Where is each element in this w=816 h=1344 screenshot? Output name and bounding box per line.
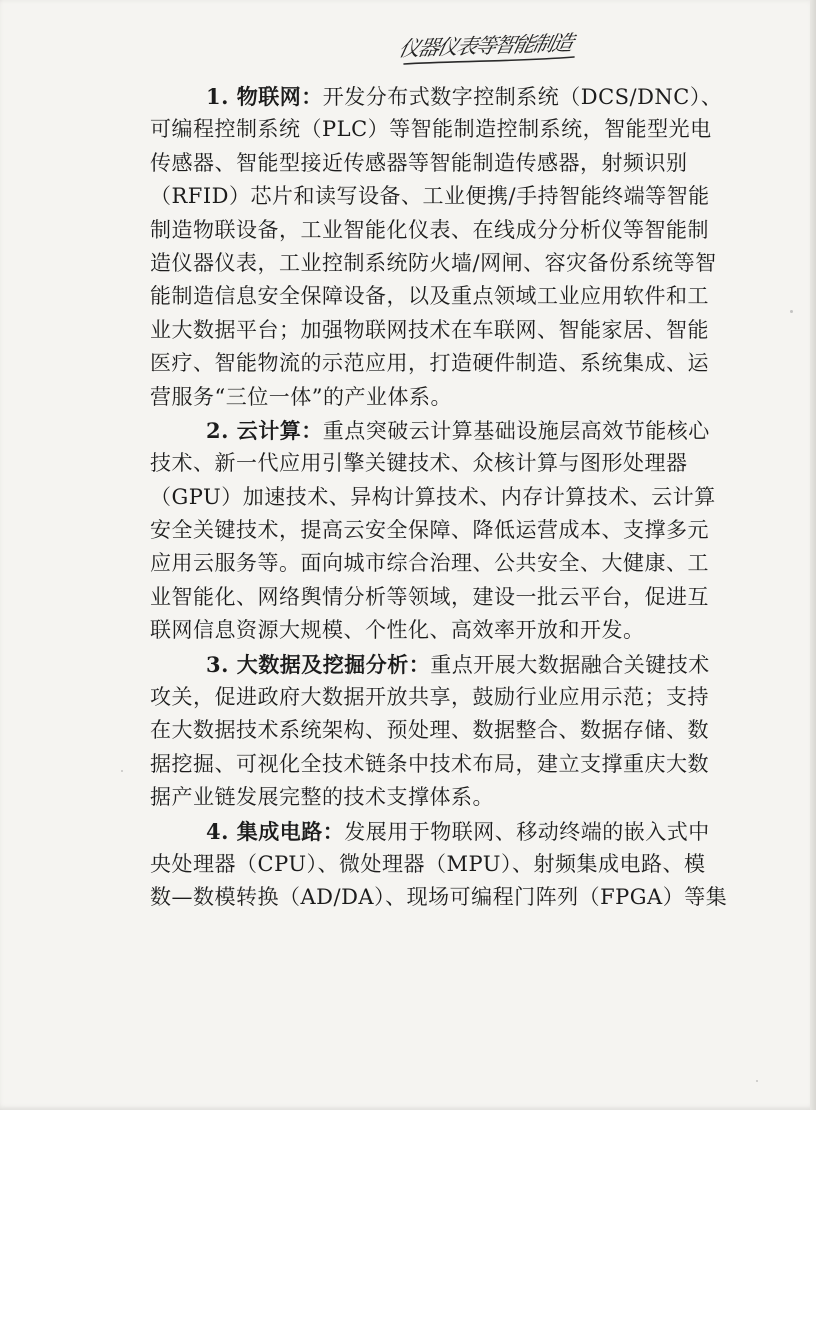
body-line — [150, 347, 716, 380]
scan-speck — [790, 310, 793, 313]
section-heading: 1. 物联网： — [206, 84, 323, 109]
section-heading: 3. 大数据及挖掘分析： — [206, 651, 431, 677]
body-line — [150, 381, 716, 414]
body-line — [150, 481, 716, 514]
line-text: 业大数据平台；加强物联网技术在车联网、智能家居、智能 — [150, 317, 709, 342]
line-text: 联网信息资源大规模、个性化、高效率开放和开发。 — [150, 618, 645, 643]
scan-speck — [756, 1080, 758, 1082]
document-body — [150, 80, 728, 915]
body-line — [150, 581, 716, 614]
scan-speck — [121, 770, 123, 772]
body-line — [150, 113, 716, 146]
line-text: 数—数模转换（AD/DA）、现场可编程门阵列（FPGA）等集 — [150, 885, 728, 910]
line-text: 央处理器（CPU）、微处理器（MPU）、射频集成电路、模 — [150, 851, 706, 876]
line-text: 医疗、智能物流的示范应用，打造硬件制造、系统集成、运 — [150, 351, 709, 376]
line-text: 重点开展大数据融合关键技术 — [430, 652, 710, 677]
line-text: 可编程控制系统（PLC）等智能制造控制系统，智能型光电 — [150, 117, 712, 142]
line-text: 制造物联设备，工业智能化仪表、在线成分分析仪等智能制 — [150, 217, 709, 242]
section-3 — [150, 648, 716, 815]
body-line — [150, 781, 716, 814]
line-text: 能制造信息安全保障设备，以及重点领域工业应用软件和工 — [150, 284, 709, 309]
section-heading: 4. 集成电路： — [206, 818, 345, 844]
line-text: 应用云服务等。面向城市综合治理、公共安全、大健康、工 — [150, 551, 709, 576]
body-line — [150, 147, 716, 180]
body-line — [150, 214, 716, 247]
section-heading-line — [150, 414, 716, 447]
line-text: 技术、新一代应用引擎关键技术、众核计算与图形处理器 — [150, 451, 688, 476]
line-text: 开发分布式数字控制系统（DCS/DNC）、 — [322, 85, 723, 109]
line-text: （RFID）芯片和读写设备、工业便携/手持智能终端等智能 — [150, 184, 710, 209]
body-line — [150, 180, 716, 213]
line-text: 安全关键技术，提高云安全保障、降低运营成本、支撑多元 — [150, 518, 709, 543]
line-text: 据挖掘、可视化全技术链条中技术布局，建立支撑重庆大数 — [150, 751, 709, 776]
body-line — [150, 681, 716, 714]
section-heading-line — [150, 80, 723, 113]
section-2 — [150, 414, 716, 648]
section-heading: 2. 云计算： — [206, 417, 323, 443]
section-heading-line — [150, 648, 716, 681]
line-text: 造仪器仪表，工业控制系统防火墙/网闸、容灾备份系统等智 — [150, 250, 717, 275]
body-line — [150, 447, 716, 480]
handwritten-note: 仪器仪表等智能制造 — [396, 31, 575, 61]
body-line — [150, 547, 716, 580]
line-text: 传感器、智能型接近传感器等智能制造传感器，射频识别 — [150, 150, 688, 175]
handwritten-annotation — [398, 26, 578, 74]
section-heading-line — [150, 815, 716, 848]
body-line — [150, 614, 716, 647]
body-line — [150, 714, 716, 747]
line-text: （GPU）加速技术、异构计算技术、内存计算技术、云计算 — [150, 484, 716, 509]
body-line — [150, 848, 716, 881]
line-text: 业智能化、网络舆情分析等领域，建设一批云平台，促进互 — [150, 584, 709, 609]
line-text: 营服务“三位一体”的产业体系。 — [150, 384, 452, 409]
body-line — [150, 748, 716, 781]
line-text: 据产业链发展完整的技术支撑体系。 — [150, 785, 494, 810]
line-text: 重点突破云计算基础设施层高效节能核心 — [322, 418, 710, 443]
line-text: 在大数据技术系统架构、预处理、数据整合、数据存储、数 — [150, 718, 709, 743]
body-line — [150, 514, 716, 547]
line-text: 攻关，促进政府大数据开放共享，鼓励行业应用示范；支持 — [150, 685, 709, 710]
section-1 — [150, 80, 723, 414]
body-line — [150, 881, 728, 914]
line-text: 发展用于物联网、移动终端的嵌入式中 — [344, 819, 710, 844]
body-line — [150, 280, 716, 313]
section-4 — [150, 815, 728, 915]
page-edge-shadow — [810, 0, 816, 1110]
body-line — [150, 247, 716, 280]
handwritten-underline — [398, 26, 578, 74]
body-line — [150, 314, 716, 347]
